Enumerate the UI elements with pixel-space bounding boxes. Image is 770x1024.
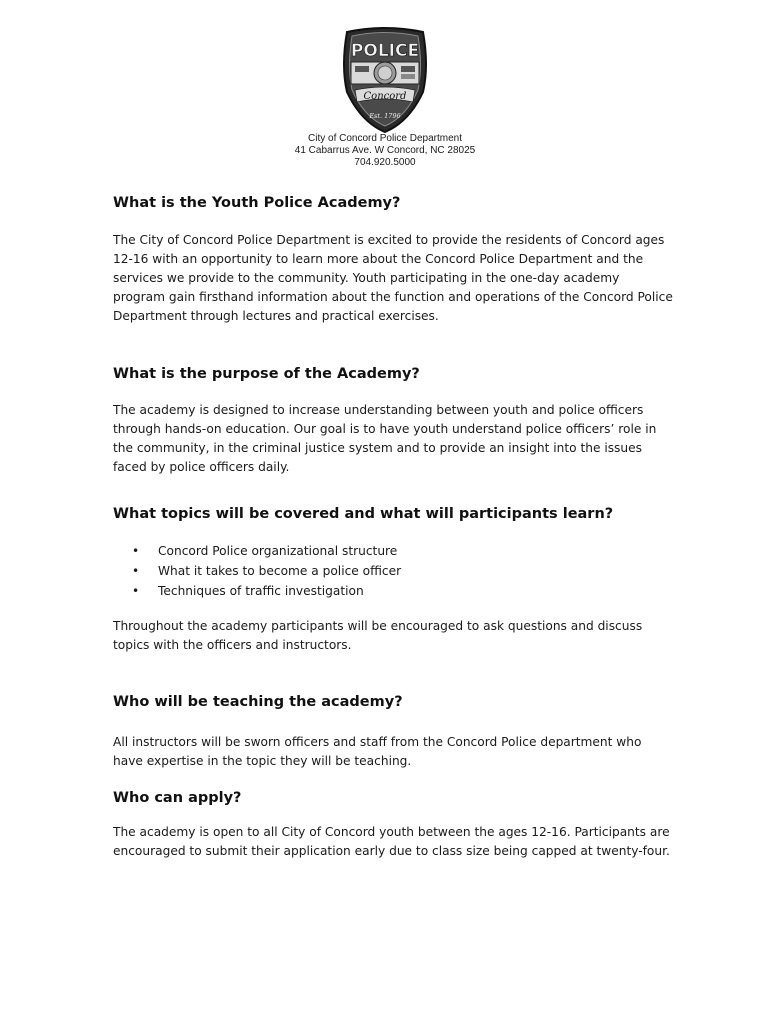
section-paragraph: The academy is open to all City of Concord youth between the ages 12-16. Participants are encouraged to submit their application early due to class size being capped at twenty-four. (113, 825, 670, 858)
section-paragraph: The academy is designed to increase understanding between youth and police officers through hands-on education. Our goal is to have youth understand police officers’ role in the community, in the criminal justice system and to provide an insight into the issues faced by police officers daily. (113, 403, 657, 474)
section-heading: What is the purpose of the Academy? (113, 366, 420, 382)
list-item: • Techniques of traffic investigation (113, 581, 673, 601)
department-address: 41 Cabarrus Ave. W Concord, NC 28025 (294, 145, 476, 156)
section-paragraph: The City of Concord Police Department is excited to provide the residents of Concord ages 12-16 with an opportunity to learn more about the Concord Police Department and the services we provide to the community. Youth participating in the one-day academy program gain firsthand information about the function and operations of the Concord Police Department through lectures and practical exercises. (113, 233, 673, 323)
section-heading: What is the Youth Police Academy? (113, 195, 401, 211)
department-phone: 704.920.5000 (354, 157, 416, 168)
section-heading: Who will be teaching the academy? (113, 694, 403, 710)
svg-text:Concord: Concord (363, 91, 407, 102)
document-body (113, 190, 673, 861)
bullet-icon: • (132, 584, 140, 598)
police-badge-logo (337, 26, 433, 134)
list-item: • Concord Police organizational structure (113, 541, 673, 561)
section-paragraph: Throughout the academy participants will be encouraged to ask questions and discuss topics with the officers and instructors. (113, 619, 643, 652)
list-item: • What it takes to become a police officer (113, 561, 673, 581)
svg-text:POLICE: POLICE (350, 41, 420, 61)
department-name: City of Concord Police Department (308, 133, 462, 144)
topics-list (113, 541, 673, 601)
svg-text:Est. 1796: Est. 1796 (369, 112, 401, 120)
bullet-icon: • (132, 564, 140, 578)
section-heading: Who can apply? (113, 790, 242, 806)
section-paragraph: All instructors will be sworn officers and staff from the Concord Police department who have expertise in the topic they will be teaching. (113, 735, 642, 768)
section-heading: What topics will be covered and what will participants learn? (113, 506, 614, 522)
bullet-icon: • (132, 544, 140, 558)
letterhead (0, 133, 770, 169)
